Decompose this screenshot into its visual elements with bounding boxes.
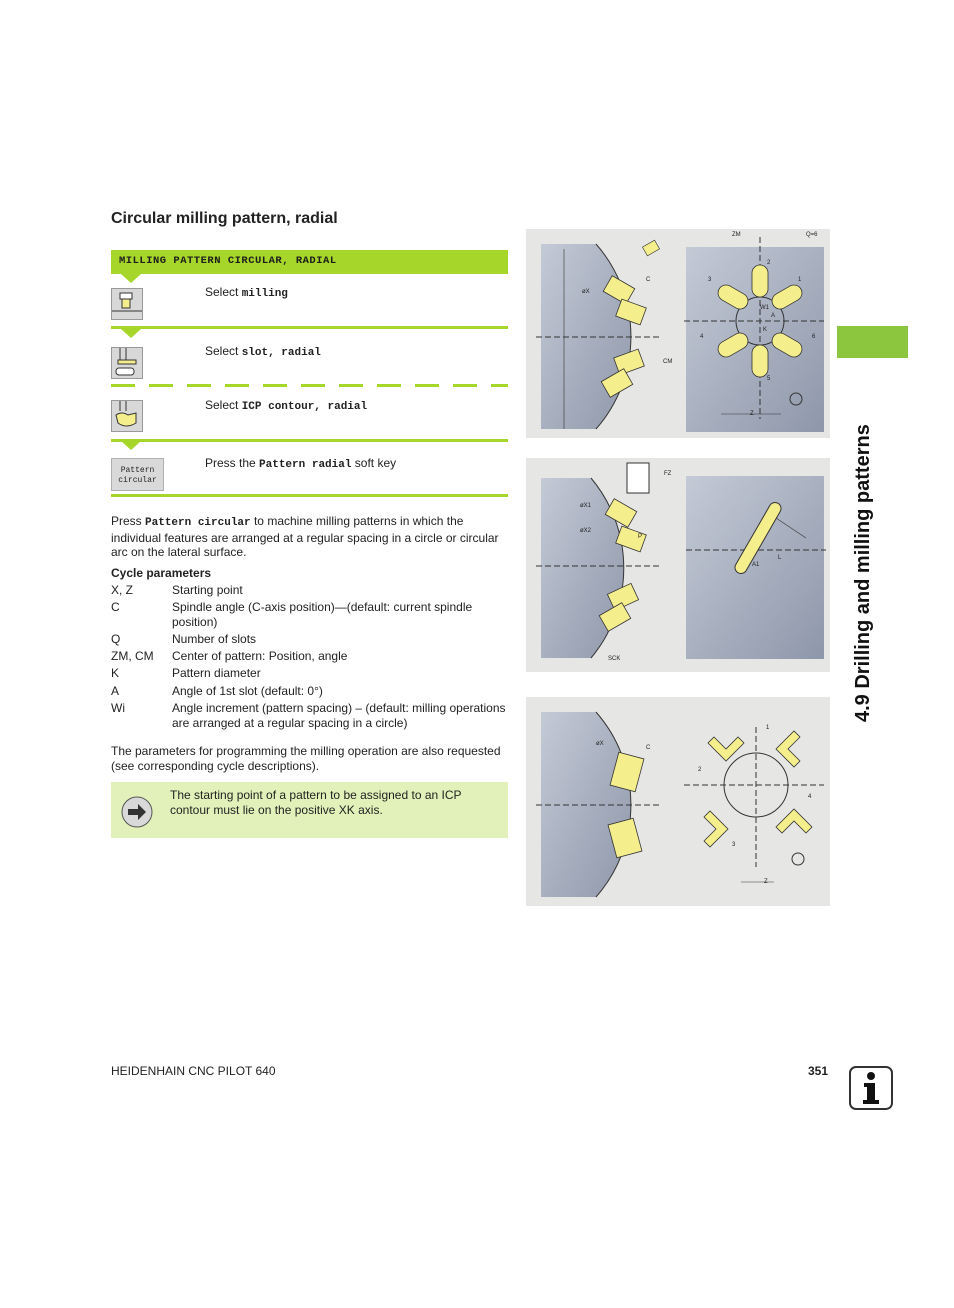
fig1-w1-label: W1	[760, 305, 769, 311]
fig1-c-label: C	[646, 277, 651, 283]
milling-icon[interactable]	[111, 288, 143, 320]
fig1-k-label: K	[763, 327, 768, 333]
step-icp-contour	[111, 387, 508, 443]
arrow-right-icon	[121, 796, 153, 828]
softkey-line2: circular	[118, 476, 157, 485]
chapter-tab	[836, 212, 880, 732]
note-text: The starting point of a pattern to be assigned to an ICP contour must lie on the positive XK axis.	[170, 788, 462, 817]
step-arrow	[121, 441, 141, 450]
fig1-a-label: A	[771, 313, 776, 319]
figure-circular-slots	[526, 229, 830, 438]
info-icon	[849, 1066, 893, 1110]
step-text: Select ICP contour, radial	[205, 398, 368, 413]
step-divider	[111, 494, 508, 497]
fig1-n4: 4	[700, 334, 704, 340]
page-number: 351	[808, 1064, 829, 1078]
step-arrow	[121, 274, 141, 283]
icp-contour-radial-icon[interactable]	[111, 400, 143, 432]
fig2-l-label: L	[778, 555, 782, 561]
step-pattern-radial	[111, 441, 508, 499]
fig2-x2-label: øX2	[580, 528, 592, 534]
fig3-n3: 3	[732, 842, 736, 848]
fig1-cm-label: CM	[663, 359, 673, 365]
fig1-n2: 2	[767, 260, 771, 266]
fig3-z-label: Z	[764, 879, 768, 885]
pattern-circular-softkey[interactable]	[111, 458, 164, 491]
menu-header-bar	[111, 250, 508, 274]
footer-text: HEIDENHAIN CNC PILOT 640	[111, 1064, 276, 1078]
fig2-p-label: P	[638, 534, 643, 540]
fig1-n1: 1	[798, 277, 802, 283]
fig2-a1-label: A1	[752, 562, 760, 568]
fig3-n1: 1	[766, 725, 770, 731]
fig2-x1-label: øX1	[580, 503, 592, 509]
fig1-n3: 3	[708, 277, 712, 283]
intro-paragraph: Press Pattern circular to machine milling patterns in which the individual features are arranged at a regular spacing in a circle or circular arc on the lateral surface.	[111, 514, 499, 559]
softkey-line1: Pattern	[120, 466, 155, 475]
figure-slot-detail	[526, 458, 830, 672]
fig1-q-label: Q=6	[806, 232, 818, 238]
step-text: Select milling	[205, 285, 288, 300]
note-box	[111, 782, 508, 838]
slot-radial-icon[interactable]	[111, 347, 143, 379]
chapter-tab-text-svg	[836, 212, 880, 732]
fig1-z-label: Z	[750, 411, 754, 417]
chapter-tab-text: 4.9 Drilling and milling patterns	[852, 424, 874, 722]
fig3-n4: 4	[808, 794, 812, 800]
fig1-zm-label: ZM	[732, 232, 741, 238]
params-heading: Cycle parameters	[111, 566, 212, 580]
outro-paragraph: The parameters for programming the milling operation are also requested (see corresponding cycle descriptions).	[111, 744, 501, 773]
step-arrow	[121, 329, 141, 338]
step-text: Select slot, radial	[205, 344, 321, 359]
fig3-c-label: C	[646, 745, 651, 751]
fig3-n2: 2	[698, 767, 702, 773]
step-text: Press the Pattern radial soft key	[205, 456, 397, 471]
fig1-x-label: øX	[582, 289, 590, 295]
fig1-n5: 5	[767, 376, 771, 382]
menu-header-label: MILLING PATTERN CIRCULAR, RADIAL	[119, 255, 337, 267]
fig3-x-label: øX	[596, 741, 604, 747]
step-milling	[111, 274, 508, 330]
fig1-n6: 6	[812, 334, 816, 340]
fig2-fz-label: FZ	[664, 471, 672, 477]
step-slot-radial	[111, 329, 508, 385]
figure-icp-contours	[526, 697, 830, 906]
section-title: Circular milling pattern, radial	[111, 210, 338, 227]
fig2-sck-label: SCK	[608, 656, 621, 662]
